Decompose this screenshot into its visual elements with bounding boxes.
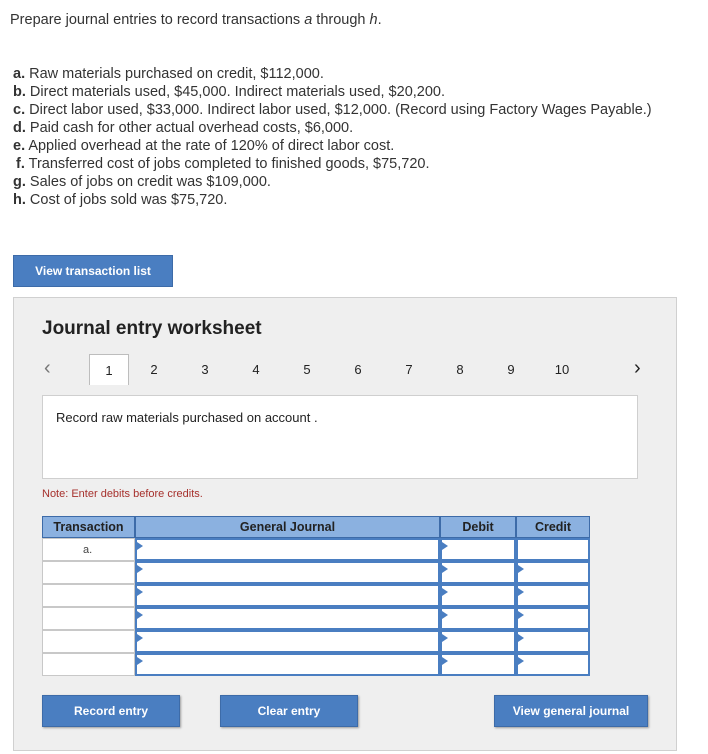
input-marker-icon — [518, 657, 524, 665]
debit-input[interactable] — [440, 630, 516, 653]
transaction-f: f. Transferred cost of jobs completed to finished goods, $75,720. — [16, 156, 430, 172]
instructions-h: h — [369, 12, 378, 28]
input-marker-icon — [518, 634, 524, 642]
entry-tab-7[interactable]: 7 — [405, 361, 413, 377]
input-marker-icon — [442, 542, 448, 550]
table-row — [42, 561, 590, 584]
instructions-prefix: Prepare journal entries to record transactions — [10, 12, 305, 28]
credit-input[interactable] — [516, 653, 590, 676]
table-header-row — [42, 516, 590, 538]
table-row — [42, 538, 590, 561]
entry-tab-9[interactable]: 9 — [507, 361, 515, 377]
header-transaction: Transaction — [42, 516, 135, 538]
instructions-middle: through — [312, 12, 370, 28]
table-row — [42, 607, 590, 630]
transaction-e: e. Applied overhead at the rate of 120% of direct labor cost. — [13, 138, 395, 154]
dropdown-marker-icon — [137, 542, 143, 550]
transaction-c: c. Direct labor used, $33,000. Indirect labor used, $12,000. (Record using Factory Wages Payable.) — [13, 102, 652, 118]
table-row — [42, 653, 590, 676]
entry-description-text: Record raw materials purchased on account . — [56, 410, 318, 425]
account-dropdown[interactable] — [135, 561, 440, 584]
credit-input[interactable] — [516, 561, 590, 584]
entry-tab-8[interactable]: 8 — [456, 361, 464, 377]
chevron-left-icon[interactable]: ‹ — [44, 357, 51, 379]
input-marker-icon — [518, 611, 524, 619]
clear-entry-button[interactable]: Clear entry — [220, 695, 358, 727]
input-marker-icon — [518, 565, 524, 573]
transaction-cell — [42, 607, 135, 630]
dropdown-marker-icon — [137, 657, 143, 665]
transaction-cell — [42, 584, 135, 607]
account-dropdown[interactable] — [135, 538, 440, 561]
header-debit: Debit — [440, 516, 516, 538]
dropdown-marker-icon — [137, 634, 143, 642]
worksheet-title: Journal entry worksheet — [42, 318, 262, 339]
header-general-journal: General Journal — [135, 516, 440, 538]
transaction-h: h. Cost of jobs sold was $75,720. — [13, 192, 228, 208]
input-marker-icon — [442, 565, 448, 573]
credit-input[interactable] — [516, 630, 590, 653]
table-row — [42, 584, 590, 607]
debit-input[interactable] — [440, 538, 516, 561]
transaction-d: d. Paid cash for other actual overhead costs, $6,000. — [13, 120, 354, 136]
account-dropdown[interactable] — [135, 653, 440, 676]
entry-tab-4[interactable]: 4 — [252, 361, 260, 377]
journal-entry-worksheet — [13, 297, 677, 751]
header-credit: Credit — [516, 516, 590, 538]
credit-input[interactable] — [516, 538, 590, 561]
input-marker-icon — [442, 611, 448, 619]
dropdown-marker-icon — [137, 565, 143, 573]
entry-tab-1[interactable]: 1 — [89, 354, 129, 385]
journal-table — [42, 516, 590, 676]
transaction-list — [13, 65, 652, 209]
entry-tab-3[interactable]: 3 — [201, 361, 209, 377]
chevron-right-icon[interactable]: › — [634, 357, 641, 379]
account-dropdown[interactable] — [135, 630, 440, 653]
account-dropdown[interactable] — [135, 607, 440, 630]
view-transaction-list-button[interactable]: View transaction list — [13, 255, 173, 287]
transaction-cell — [42, 653, 135, 676]
record-entry-button[interactable]: Record entry — [42, 695, 180, 727]
entry-navigation — [42, 354, 641, 384]
dropdown-marker-icon — [137, 611, 143, 619]
input-marker-icon — [442, 634, 448, 642]
credit-input[interactable] — [516, 584, 590, 607]
account-dropdown[interactable] — [135, 584, 440, 607]
entry-tab-5[interactable]: 5 — [303, 361, 311, 377]
transaction-cell — [42, 630, 135, 653]
table-row — [42, 630, 590, 653]
debit-input[interactable] — [440, 653, 516, 676]
transaction-b: b. Direct materials used, $45,000. Indirect materials used, $20,200. — [13, 84, 446, 100]
entry-tab-2[interactable]: 2 — [150, 361, 158, 377]
input-marker-icon — [442, 657, 448, 665]
instructions-a: a — [304, 12, 313, 28]
instructions — [10, 12, 382, 28]
transaction-cell — [42, 561, 135, 584]
dropdown-marker-icon — [137, 588, 143, 596]
credit-input[interactable] — [516, 607, 590, 630]
transaction-cell: a. — [42, 538, 135, 561]
debit-input[interactable] — [440, 584, 516, 607]
debit-input[interactable] — [440, 607, 516, 630]
instructions-suffix: . — [377, 12, 382, 28]
debit-input[interactable] — [440, 561, 516, 584]
transaction-g: g. Sales of jobs on credit was $109,000. — [13, 174, 271, 190]
debit-credit-note: Note: Enter debits before credits. — [42, 488, 203, 500]
transaction-a: a. Raw materials purchased on credit, $112,000. — [13, 66, 324, 82]
input-marker-icon — [442, 588, 448, 596]
entry-tab-6[interactable]: 6 — [354, 361, 362, 377]
entry-tab-10[interactable]: 10 — [554, 361, 570, 377]
entry-description — [42, 395, 638, 479]
input-marker-icon — [518, 588, 524, 596]
view-general-journal-button[interactable]: View general journal — [494, 695, 648, 727]
